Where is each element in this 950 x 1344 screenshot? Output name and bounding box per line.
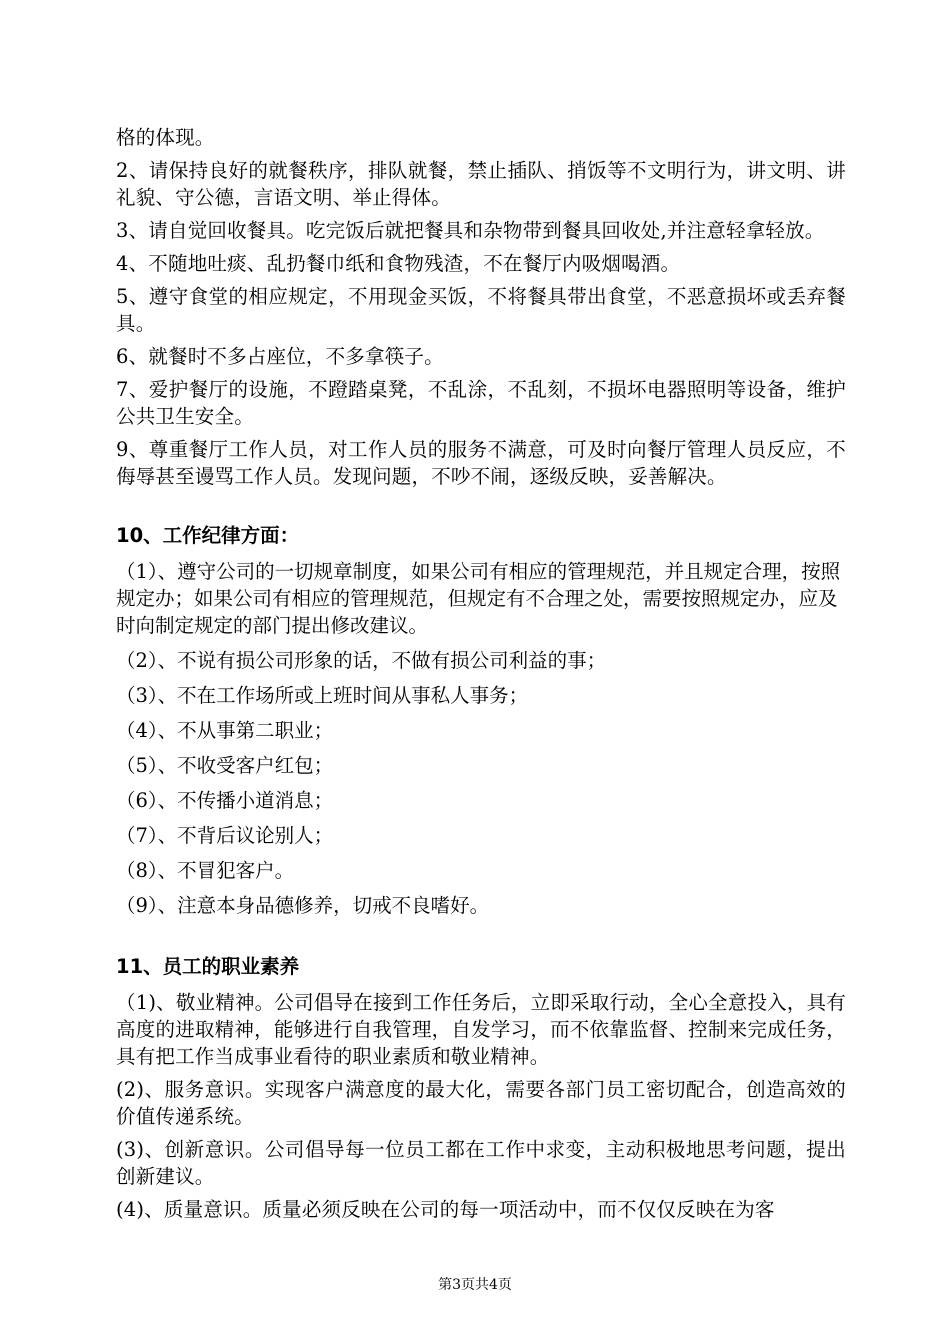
list-item: （4）、不从事第二职业； (116, 719, 334, 742)
list-item: （9）、注意本身品德修养，切戒不良嗜好。 (116, 894, 490, 917)
paragraph: 2、请保持良好的就餐秩序，排队就餐，禁止插队、捎饭等不文明行为，讲文明、讲礼貌、守公德，言语文明、举止得体。 (116, 159, 846, 209)
list-item: （5）、不收受客户红包； (116, 754, 334, 777)
section-heading-work-discipline: 10、工作纪律方面： (116, 524, 300, 547)
section-heading-professional-quality: 11、员工的职业素养 (116, 955, 300, 978)
list-item: （7）、不背后议论别人； (116, 824, 334, 847)
list-item: （1)、敬业精神。公司倡导在接到工作任务后，立即采取行动，全心全意投入，具有高度的进取精神，能够进行自我管理，自发学习，而不依靠监督、控制来完成任务，具有把工作当成事业看待的职业素质和敬业精神。 (116, 991, 846, 1068)
list-item: (3)、创新意识。公司倡导每一位员工都在工作中求变，主动积极地思考问题，提出创新建议。 (116, 1138, 846, 1188)
paragraph: 3、请自觉回收餐具。吃完饭后就把餐具和杂物带到餐具回收处,并注意轻拿轻放。 (116, 219, 825, 242)
paragraph: 格的体现。 (116, 126, 215, 149)
list-item: （1）、遵守公司的一切规章制度，如果公司有相应的管理规范，并且规定合理，按照规定办；如果公司有相应的管理规范，但规定有不合理之处，需要按照规定办，应及时向制定规定的部门提出修改建议。 (116, 560, 841, 637)
list-item: （2）、不说有损公司形象的话，不做有损公司利益的事； (116, 649, 607, 672)
paragraph: 9、尊重餐厅工作人员，对工作人员的服务不满意，可及时向餐厅管理人员反应，不侮辱甚至谩骂工作人员。发现问题，不吵不闹，逐级反映，妥善解决。 (116, 438, 846, 488)
page-number-footer: 第3页共4页 (438, 1277, 512, 1293)
paragraph: 7、爱护餐厅的设施，不蹬踏桌凳，不乱涂，不乱刻，不损坏电器照明等设备，维护公共卫生安全。 (116, 378, 846, 428)
list-item: (4)、质量意识。质量必须反映在公司的每一项活动中，而不仅仅反映在为客 (116, 1198, 775, 1221)
paragraph: 6、就餐时不多占座位，不多拿筷子。 (116, 345, 444, 368)
list-item: (2)、服务意识。实现客户满意度的最大化，需要各部门员工密切配合，创造高效的价值传递系统。 (116, 1078, 846, 1128)
list-item: （8）、不冒犯客户。 (116, 859, 295, 882)
list-item: （3）、不在工作场所或上班时间从事私人事务； (116, 684, 529, 707)
paragraph: 5、遵守食堂的相应规定，不用现金买饭，不将餐具带出食堂，不恶意损坏或丢弃餐具。 (116, 285, 846, 335)
page-content (116, 124, 846, 1229)
paragraph: 4、不随地吐痰、乱扔餐巾纸和食物残渣，不在餐厅内吸烟喝酒。 (116, 252, 681, 275)
list-item: （6）、不传播小道消息； (116, 789, 334, 812)
